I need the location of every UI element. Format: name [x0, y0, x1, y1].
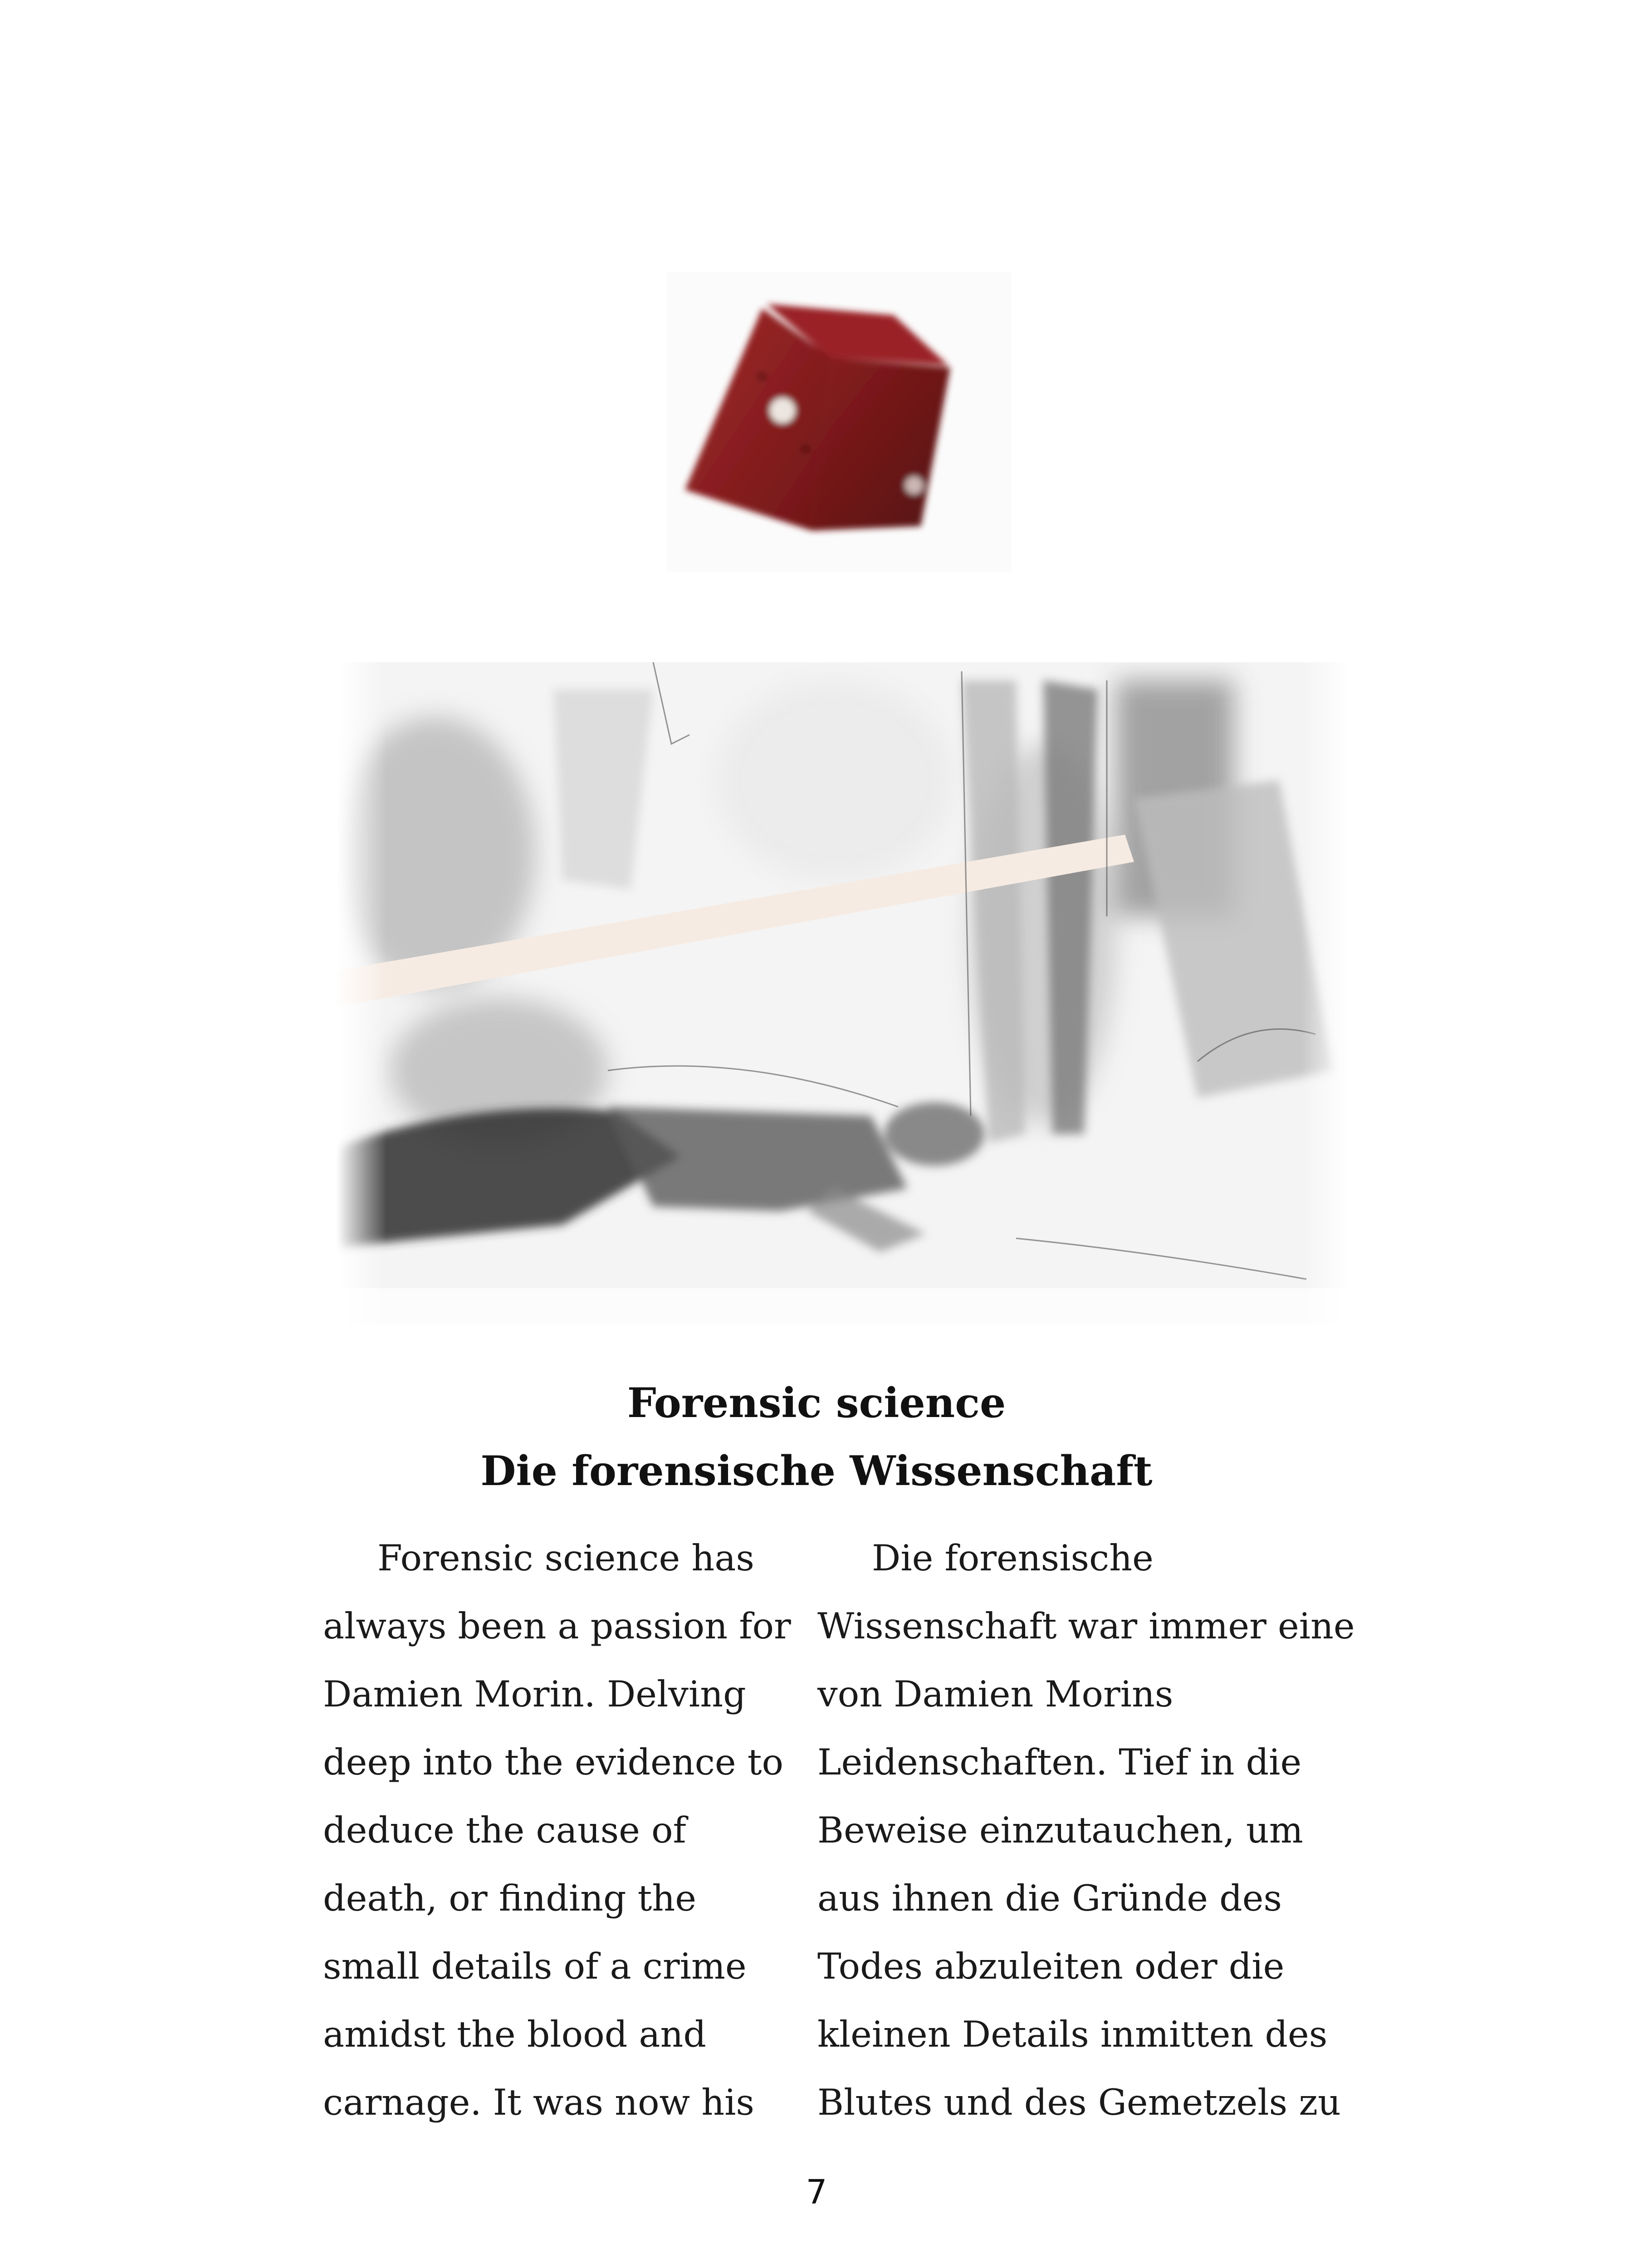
- english-line: Forensic science has: [377, 1537, 754, 1579]
- heading-german: Die forensische Wissenschaft: [480, 1447, 1153, 1495]
- crime-scene-illustration: [336, 662, 1352, 1325]
- german-line: Beweise einzutauchen, um: [817, 1809, 1303, 1851]
- english-column: [323, 1524, 795, 2136]
- english-line: carnage. It was now his: [323, 2082, 754, 2123]
- german-line: von Damien Morins: [817, 1673, 1173, 1715]
- crime-scene-sketch: [336, 662, 1352, 1325]
- heading-english: Forensic science: [627, 1379, 1006, 1427]
- german-line: Die forensische: [872, 1537, 1154, 1579]
- english-line: amidst the blood and: [323, 2014, 706, 2055]
- german-line: aus ihnen die Gründe des: [817, 1877, 1282, 1919]
- german-line: kleinen Details inmitten des: [817, 2014, 1328, 2055]
- english-line: deep into the evidence to: [323, 1741, 784, 1783]
- english-line: always been a passion for: [323, 1605, 791, 1647]
- english-line: deduce the cause of: [323, 1809, 686, 1851]
- german-line: Wissenschaft war immer eine: [817, 1605, 1355, 1647]
- german-line: Todes abzuleiten oder die: [817, 1945, 1285, 1987]
- german-column: [817, 1524, 1371, 2136]
- english-line: small details of a crime: [323, 1945, 747, 1987]
- german-line: Blutes und des Gemetzels zu: [817, 2082, 1341, 2123]
- page-number: 7: [806, 2173, 827, 2212]
- red-die-illustration: [667, 272, 1012, 572]
- german-line: Leidenschaften. Tief in die: [817, 1741, 1302, 1783]
- english-line: Damien Morin. Delving: [323, 1673, 746, 1715]
- english-line: death, or finding the: [323, 1877, 697, 1919]
- red-die-icon: [667, 272, 1012, 572]
